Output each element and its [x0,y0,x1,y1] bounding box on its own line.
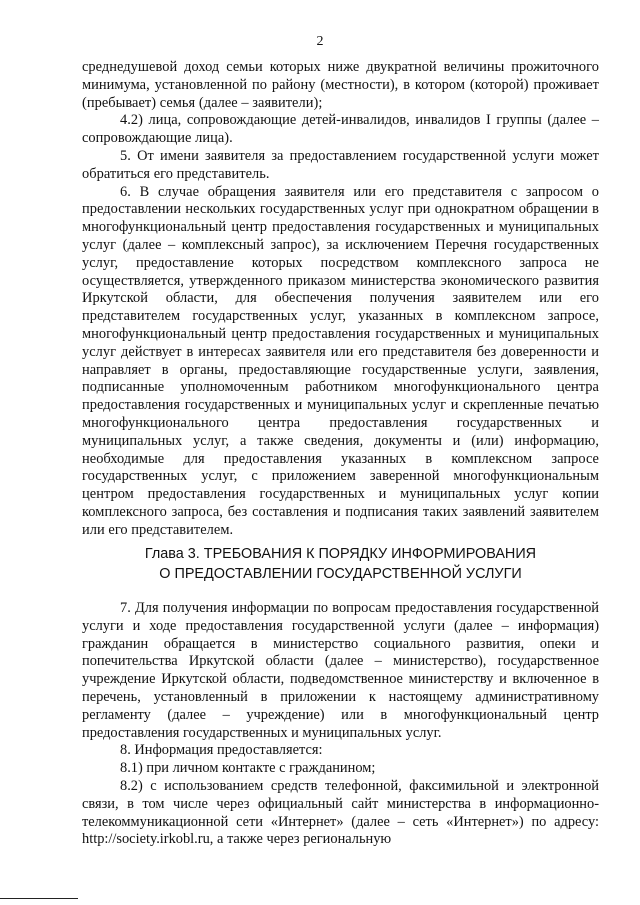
section-information [82,600,599,849]
section-applicants [82,59,599,540]
paragraph-8-1: 8.1) при личном контакте с гражданином; [120,760,376,777]
paragraph-income-continuation: среднедушевой доход семьи которых ниже двукратной величины прожиточного минимума, установленной по району (местности), в котором (которой) проживает (пребывает) семья (далее – заявители); [82,59,599,111]
paragraph-8: 8. Информация предоставляется: [120,742,323,759]
paragraph-7: 7. Для получения информации по вопросам предоставления государственной услуги и ходе предоставления государственной услуги (далее – информация) гражданин обращается в министерство социального развития, опеки и попечительства Иркутской области (далее – министерство), государственное учреждение Иркутской области, подведомственное министерству и включенное в перечень, установленный в приложении к настоящему административному регламенту (далее – учреждение) или в многофункциональный центр предоставления государственных и муниципальных услуг. [82,600,599,741]
paragraph-8-2: 8.2) с использованием средств телефонной, факсимильной и электронной связи, в том числе через официальный сайт министерства в информационно-телекоммуникационной сети «Интернет» (далее – сеть «Интернет») по адресу: http://society.irkobl.ru, а также через региональную [82,777,599,848]
paragraph-6: 6. В случае обращения заявителя или его представителя с запросом о предоставлении нескольких государственных услуг при однократном обращении в многофункциональный центр предоставления государственных и муниципальных услуг (далее – комплексный запрос), за исключением Перечня государственных услуг, предоставление которых посредством комплексного запроса не осуществляется, утвержденного приказом министерства экономического развития Иркутской области, для обеспечения получения заявителем или его представителем государственных услуг, указанных в комплексном запросе, многофункциональный центр предоставления государственных и муниципальных услуг действует в интересах заявителя или его представителя без доверенности и направляет в органы, предоставляющие государственные услуги, заявления, подписанные уполномоченным работником многофункционального центра предоставления государственных и муниципальных услуг и скрепленные печатью многофункционального центра предоставления государственных и муниципальных услуг, а также сведения, документы и (или) информацию, необходимые для предоставления указанных в комплексном запросе государственных услуг, с приложением заверенной многофункциональным центром предоставления государственных и муниципальных услуг копии комплексного запроса, без составления и подписания таких заявлений заявителем или его представителем. [82,183,599,538]
chapter-heading-line-1: Глава 3. ТРЕБОВАНИЯ К ПОРЯДКУ ИНФОРМИРОВАНИЯ [144,546,537,562]
paragraph-5: 5. От имени заявителя за предоставлением государственной услуги может обратиться его представитель. [82,147,599,182]
chapter-heading [82,545,599,584]
page-number: 2 [316,34,324,49]
footnote-rule [0,898,78,899]
paragraph-4-2: 4.2) лица, сопровождающие детей-инвалидов, инвалидов I группы (далее – сопровождающие лица). [82,112,599,147]
chapter-heading-line-2: О ПРЕДОСТАВЛЕНИИ ГОСУДАРСТВЕННОЙ УСЛУГИ [159,565,522,582]
